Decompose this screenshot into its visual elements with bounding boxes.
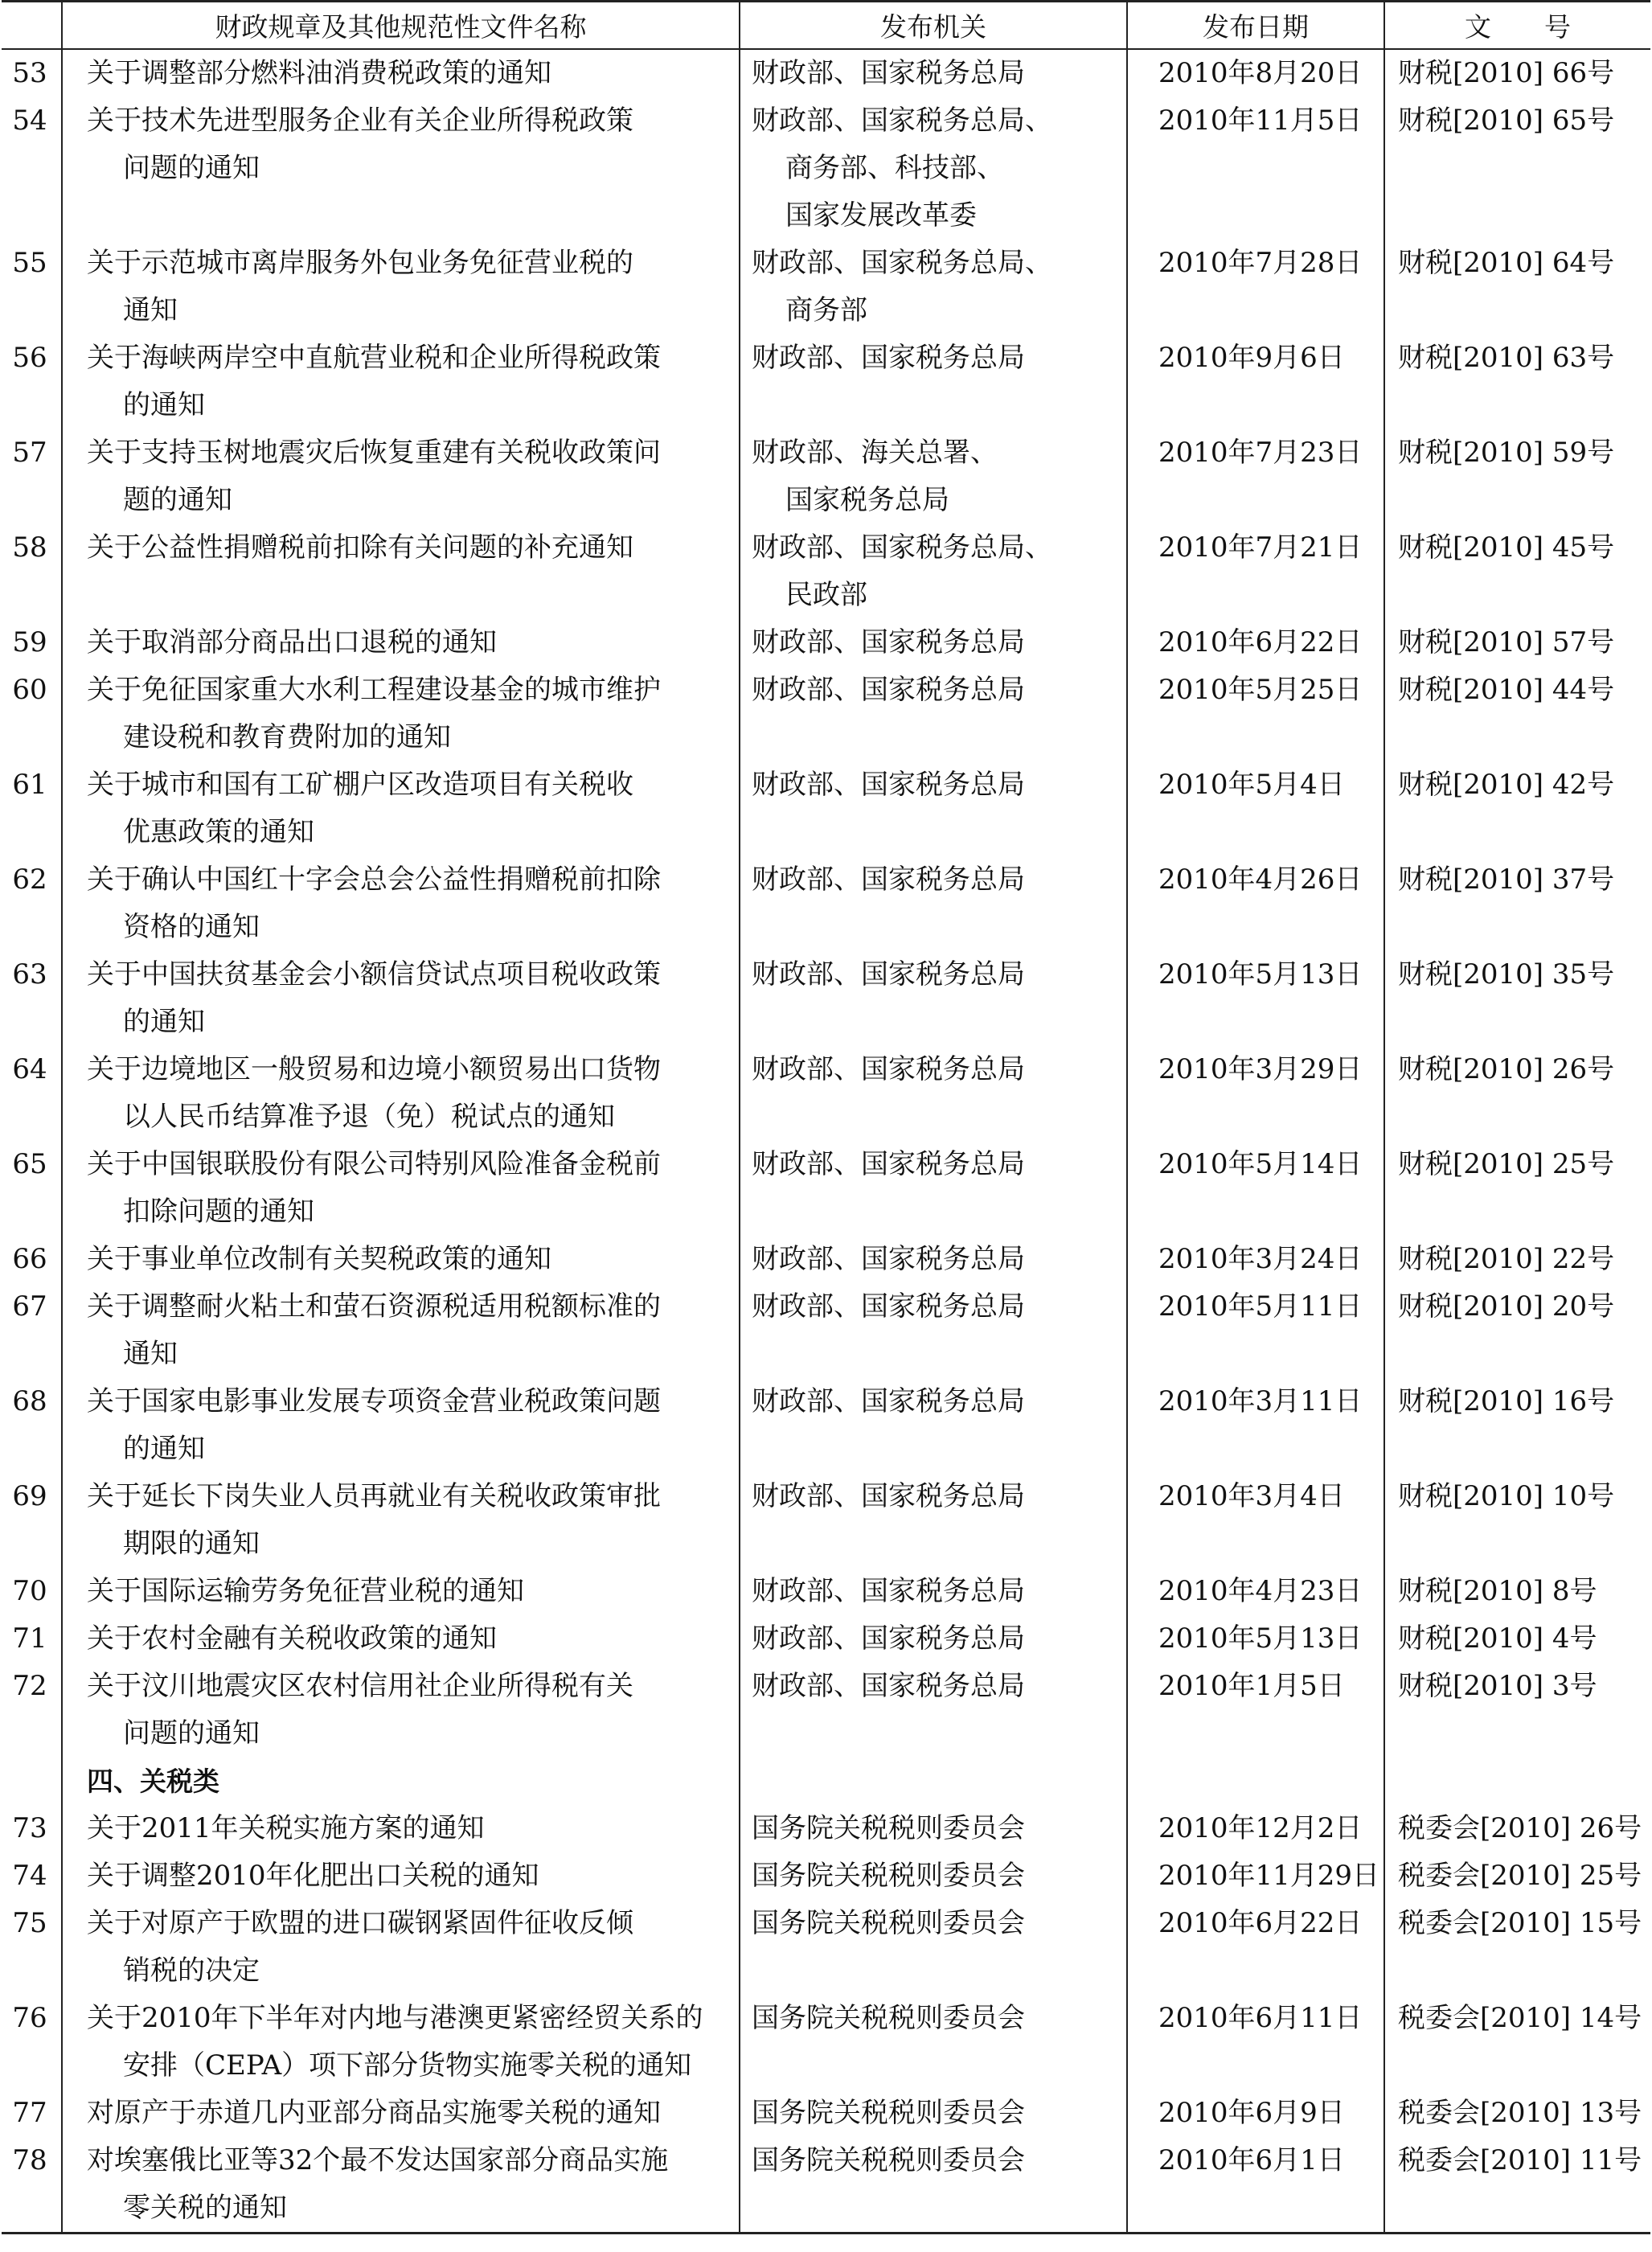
doc-number-cell: 财税[2010] 3号	[1384, 1663, 1650, 1758]
document-name-line: 优惠政策的通知	[123, 815, 314, 848]
row-index: 77	[12, 2096, 47, 2129]
table-row	[2, 1473, 1650, 1568]
table-row	[2, 1283, 1650, 1378]
issuing-authority-line: 财政部、国家税务总局	[752, 626, 1025, 658]
row-index: 76	[12, 2001, 47, 2034]
row-index: 67	[12, 1290, 47, 1323]
release-date-cell: 2010年11月29日	[1127, 1852, 1384, 1900]
table-row	[2, 1141, 1650, 1236]
document-name-cell	[62, 667, 740, 761]
release-date-cell: 2010年8月20日	[1127, 49, 1384, 97]
issuing-authority-line: 财政部、国家税务总局	[752, 341, 1025, 374]
document-name-line: 销税的决定	[123, 1954, 260, 1987]
issuing-authority-line: 财政部、国家税务总局	[752, 673, 1025, 706]
header-doc-number: 文 号	[1384, 2, 1650, 49]
issuing-authority-line: 国务院关税税则委员会	[752, 1811, 1025, 1844]
doc-number-cell: 财税[2010] 35号	[1384, 951, 1650, 1046]
table-row	[2, 856, 1650, 951]
document-name-cell	[62, 1900, 740, 1995]
doc-number-cell: 税委会[2010] 15号	[1384, 1900, 1650, 1995]
document-name-line: 关于支持玉树地震灾后恢复重建有关税收政策问	[87, 436, 661, 469]
issuing-authority-cell	[740, 667, 1127, 761]
document-name-line: 对原产于赤道几内亚部分商品实施零关税的通知	[87, 2096, 661, 2129]
document-name-line: 关于中国扶贫基金会小额信贷试点项目税收政策	[87, 958, 661, 991]
issuing-authority-cell	[740, 2137, 1127, 2234]
doc-number-cell: 税委会[2010] 11号	[1384, 2137, 1650, 2234]
document-name-cell	[62, 49, 740, 97]
document-name-cell	[62, 240, 740, 334]
issuing-authority-cell	[740, 619, 1127, 667]
document-name-line: 关于2011年关税实施方案的通知	[87, 1811, 485, 1844]
row-index: 75	[12, 1906, 47, 1939]
document-name-line: 通知	[123, 1337, 178, 1370]
document-name-cell	[62, 429, 740, 524]
header-date: 发布日期	[1127, 2, 1384, 49]
doc-number-cell: 税委会[2010] 14号	[1384, 1995, 1650, 2090]
release-date-cell: 2010年7月21日	[1127, 524, 1384, 619]
section-heading	[62, 1758, 740, 1805]
issuing-authority-line: 财政部、国家税务总局	[752, 1384, 1025, 1417]
document-name-cell	[62, 1663, 740, 1758]
release-date-cell: 2010年6月11日	[1127, 1995, 1384, 2090]
issuing-authority-line: 财政部、国家税务总局	[752, 56, 1025, 89]
document-name-line: 关于确认中国红十字会总会公益性捐赠税前扣除	[87, 863, 661, 896]
row-index: 55	[12, 246, 47, 279]
doc-number-cell: 财税[2010] 45号	[1384, 524, 1650, 619]
issuing-authority-line: 财政部、国家税务总局	[752, 863, 1025, 896]
release-date-cell: 2010年4月26日	[1127, 856, 1384, 951]
document-name-line: 关于农村金融有关税收政策的通知	[87, 1622, 497, 1655]
issuing-authority-cell	[740, 1805, 1127, 1852]
doc-number-cell: 财税[2010] 66号	[1384, 49, 1650, 97]
issuing-authority-cell	[740, 1378, 1127, 1473]
issuing-authority-line: 国务院关税税则委员会	[752, 2001, 1025, 2034]
doc-number-cell: 财税[2010] 42号	[1384, 761, 1650, 856]
header-index	[2, 2, 62, 49]
issuing-authority-cell	[740, 2090, 1127, 2137]
issuing-authority-line: 国务院关税税则委员会	[752, 2096, 1025, 2129]
issuing-authority-line: 财政部、国家税务总局	[752, 1479, 1025, 1512]
row-index: 63	[12, 958, 47, 991]
issuing-authority-line: 财政部、国家税务总局	[752, 1290, 1025, 1323]
doc-number-cell: 税委会[2010] 26号	[1384, 1805, 1650, 1852]
issuing-authority-cell	[740, 951, 1127, 1046]
section-heading-row	[2, 1758, 1650, 1805]
release-date-cell: 2010年6月22日	[1127, 1900, 1384, 1995]
row-index: 71	[12, 1622, 47, 1655]
document-name-cell	[62, 1046, 740, 1141]
issuing-authority-line: 财政部、海关总署、	[752, 436, 998, 469]
doc-number-cell: 财税[2010] 4号	[1384, 1615, 1650, 1663]
document-name-line: 资格的通知	[123, 910, 260, 943]
table-row	[2, 951, 1650, 1046]
document-name-line: 通知	[123, 293, 178, 326]
release-date-cell: 2010年6月22日	[1127, 619, 1384, 667]
release-date-cell: 2010年7月23日	[1127, 429, 1384, 524]
issuing-authority-cell	[740, 1852, 1127, 1900]
document-name-line: 关于技术先进型服务企业有关企业所得税政策	[87, 104, 633, 137]
document-name-line: 关于延长下岗失业人员再就业有关税收政策审批	[87, 1479, 661, 1512]
issuing-authority-line: 财政部、国家税务总局	[752, 1669, 1025, 1702]
issuing-authority-cell	[740, 1473, 1127, 1568]
issuing-authority-cell	[740, 1568, 1127, 1615]
doc-number-cell: 财税[2010] 57号	[1384, 619, 1650, 667]
issuing-authority-cell	[740, 761, 1127, 856]
issuing-authority-cell	[740, 1615, 1127, 1663]
row-index: 58	[12, 531, 47, 564]
issuing-authority-cell	[740, 1236, 1127, 1283]
document-name-line: 的通知	[123, 1432, 205, 1465]
document-name-line: 关于调整2010年化肥出口关税的通知	[87, 1859, 539, 1892]
doc-number-cell: 财税[2010] 44号	[1384, 667, 1650, 761]
org-cell	[740, 1758, 1127, 1805]
issuing-authority-cell	[740, 334, 1127, 429]
table-row	[2, 619, 1650, 667]
table-row	[2, 1852, 1650, 1900]
row-index: 53	[12, 56, 47, 89]
doc-number-cell: 财税[2010] 16号	[1384, 1378, 1650, 1473]
release-date-cell: 2010年9月6日	[1127, 334, 1384, 429]
release-date-cell: 2010年5月13日	[1127, 1615, 1384, 1663]
section-heading-text: 四、关税类	[87, 1765, 219, 1797]
doc-number-cell: 财税[2010] 59号	[1384, 429, 1650, 524]
document-name-line: 关于边境地区一般贸易和边境小额贸易出口货物	[87, 1052, 661, 1085]
table-row	[2, 49, 1650, 97]
date-cell	[1127, 1758, 1384, 1805]
document-name-cell	[62, 761, 740, 856]
document-name-line: 关于事业单位改制有关契税政策的通知	[87, 1242, 551, 1275]
release-date-cell: 2010年11月5日	[1127, 97, 1384, 240]
row-index: 59	[12, 626, 47, 658]
issuing-authority-cell	[740, 49, 1127, 97]
table-row	[2, 761, 1650, 856]
row-index: 70	[12, 1574, 47, 1607]
doc-number-cell: 财税[2010] 8号	[1384, 1568, 1650, 1615]
issuing-authority-line: 商务部	[785, 293, 867, 326]
table-row	[2, 429, 1650, 524]
release-date-cell: 2010年12月2日	[1127, 1805, 1384, 1852]
issuing-authority-cell	[740, 1141, 1127, 1236]
document-name-line: 建设税和教育费附加的通知	[123, 720, 451, 753]
issuing-authority-line: 国务院关税税则委员会	[752, 1859, 1025, 1892]
document-name-line: 关于海峡两岸空中直航营业税和企业所得税政策	[87, 341, 661, 374]
release-date-cell: 2010年6月9日	[1127, 2090, 1384, 2137]
doc-number-cell: 财税[2010] 26号	[1384, 1046, 1650, 1141]
issuing-authority-line: 财政部、国家税务总局	[752, 1147, 1025, 1180]
issuing-authority-cell	[740, 97, 1127, 240]
doc-number-cell: 财税[2010] 22号	[1384, 1236, 1650, 1283]
document-name-cell	[62, 2090, 740, 2137]
issuing-authority-line: 财政部、国家税务总局	[752, 1574, 1025, 1607]
row-index: 60	[12, 673, 47, 706]
table-row	[2, 1805, 1650, 1852]
row-index: 68	[12, 1384, 47, 1417]
document-name-line: 关于调整部分燃料油消费税政策的通知	[87, 56, 551, 89]
document-name-line: 期限的通知	[123, 1527, 260, 1560]
issuing-authority-line: 财政部、国家税务总局、	[752, 104, 1052, 137]
row-index: 74	[12, 1859, 47, 1892]
doc-number-cell: 财税[2010] 10号	[1384, 1473, 1650, 1568]
table-row	[2, 2137, 1650, 2234]
table-row	[2, 240, 1650, 334]
issuing-authority-cell	[740, 524, 1127, 619]
table-row	[2, 97, 1650, 240]
issuing-authority-line: 财政部、国家税务总局	[752, 1622, 1025, 1655]
table-row	[2, 524, 1650, 619]
issuing-authority-line: 财政部、国家税务总局、	[752, 531, 1052, 564]
document-name-cell	[62, 1283, 740, 1378]
doc-number-cell: 财税[2010] 37号	[1384, 856, 1650, 951]
document-name-line: 关于中国银联股份有限公司特别风险准备金税前	[87, 1147, 661, 1180]
row-index: 54	[12, 104, 47, 137]
issuing-authority-line: 国家发展改革委	[785, 199, 977, 232]
row-index: 61	[12, 768, 47, 801]
row-index: 73	[12, 1811, 47, 1844]
row-index: 62	[12, 863, 47, 896]
issuing-authority-line: 民政部	[785, 578, 867, 611]
document-name-cell	[62, 1615, 740, 1663]
table-row	[2, 2090, 1650, 2137]
regulations-table	[2, 0, 1650, 2234]
document-name-cell	[62, 1141, 740, 1236]
issuing-authority-line: 财政部、国家税务总局	[752, 958, 1025, 991]
issuing-authority-line: 财政部、国家税务总局	[752, 768, 1025, 801]
document-name-cell	[62, 524, 740, 619]
document-name-cell	[62, 1473, 740, 1568]
issuing-authority-line: 财政部、国家税务总局	[752, 1242, 1025, 1275]
document-name-line: 以人民币结算准予退（免）税试点的通知	[123, 1100, 615, 1133]
issuing-authority-line: 财政部、国家税务总局、	[752, 246, 1052, 279]
document-name-cell	[62, 1852, 740, 1900]
row-index: 56	[12, 341, 47, 374]
doc-number-cell: 税委会[2010] 25号	[1384, 1852, 1650, 1900]
table-row	[2, 667, 1650, 761]
release-date-cell: 2010年1月5日	[1127, 1663, 1384, 1758]
document-name-cell	[62, 1378, 740, 1473]
release-date-cell: 2010年4月23日	[1127, 1568, 1384, 1615]
header-org: 发布机关	[740, 2, 1127, 49]
document-name-line: 关于2010年下半年对内地与港澳更紧密经贸关系的	[87, 2001, 703, 2034]
table-row	[2, 1615, 1650, 1663]
document-name-cell	[62, 1995, 740, 2090]
issuing-authority-cell	[740, 856, 1127, 951]
release-date-cell: 2010年5月13日	[1127, 951, 1384, 1046]
table-row	[2, 1046, 1650, 1141]
document-name-line: 的通知	[123, 1005, 205, 1038]
row-index: 72	[12, 1669, 47, 1702]
table-row	[2, 1236, 1650, 1283]
row-index: 65	[12, 1147, 47, 1180]
document-name-line: 扣除问题的通知	[123, 1195, 314, 1228]
release-date-cell: 2010年6月1日	[1127, 2137, 1384, 2234]
release-date-cell: 2010年5月14日	[1127, 1141, 1384, 1236]
document-name-line: 关于示范城市离岸服务外包业务免征营业税的	[87, 246, 633, 279]
document-name-cell	[62, 97, 740, 240]
release-date-cell: 2010年5月11日	[1127, 1283, 1384, 1378]
row-index: 69	[12, 1479, 47, 1512]
table-row	[2, 1568, 1650, 1615]
document-name-line: 对埃塞俄比亚等32个最不发达国家部分商品实施	[87, 2143, 669, 2176]
row-index: 66	[12, 1242, 47, 1275]
release-date-cell: 2010年7月28日	[1127, 240, 1384, 334]
document-name-cell	[62, 2137, 740, 2234]
document-name-line: 题的通知	[123, 483, 232, 516]
table-row	[2, 1663, 1650, 1758]
issuing-authority-cell	[740, 1663, 1127, 1758]
section-index-cell	[2, 1758, 62, 1805]
table-row	[2, 1900, 1650, 1995]
doc-number-cell: 税委会[2010] 13号	[1384, 2090, 1650, 2137]
table-row	[2, 334, 1650, 429]
doc-number-cell: 财税[2010] 25号	[1384, 1141, 1650, 1236]
doc-number-cell	[1384, 1758, 1650, 1805]
document-name-cell	[62, 1568, 740, 1615]
issuing-authority-cell	[740, 429, 1127, 524]
document-name-line: 零关税的通知	[123, 2191, 287, 2224]
document-name-line: 问题的通知	[123, 1717, 260, 1750]
row-index: 78	[2, 2137, 62, 2234]
doc-number-cell: 财税[2010] 20号	[1384, 1283, 1650, 1378]
document-name-line: 安排（CEPA）项下部分货物实施零关税的通知	[123, 2049, 692, 2082]
doc-number-cell: 财税[2010] 64号	[1384, 240, 1650, 334]
document-name-line: 关于取消部分商品出口退税的通知	[87, 626, 497, 658]
issuing-authority-cell	[740, 1283, 1127, 1378]
issuing-authority-cell	[740, 1995, 1127, 2090]
document-name-line: 关于免征国家重大水利工程建设基金的城市维护	[87, 673, 661, 706]
doc-number-cell: 财税[2010] 65号	[1384, 97, 1650, 240]
row-index: 64	[12, 1052, 47, 1085]
release-date-cell: 2010年5月4日	[1127, 761, 1384, 856]
document-name-cell	[62, 334, 740, 429]
table-body	[2, 49, 1650, 2234]
issuing-authority-cell	[740, 1046, 1127, 1141]
document-name-line: 关于公益性捐赠税前扣除有关问题的补充通知	[87, 531, 633, 564]
row-index: 57	[12, 436, 47, 469]
document-name-cell	[62, 951, 740, 1046]
document-name-line: 的通知	[123, 388, 205, 421]
document-name-line: 关于汶川地震灾区农村信用社企业所得税有关	[87, 1669, 633, 1702]
issuing-authority-line: 国务院关税税则委员会	[752, 1906, 1025, 1939]
document-name-cell	[62, 1236, 740, 1283]
document-name-line: 关于国际运输劳务免征营业税的通知	[87, 1574, 524, 1607]
issuing-authority-cell	[740, 240, 1127, 334]
issuing-authority-line: 国家税务总局	[785, 483, 949, 516]
issuing-authority-cell	[740, 1900, 1127, 1995]
document-name-line: 关于对原产于欧盟的进口碳钢紧固件征收反倾	[87, 1906, 633, 1939]
header-name: 财政规章及其他规范性文件名称	[62, 2, 740, 49]
document-name-line: 问题的通知	[123, 151, 260, 184]
release-date-cell: 2010年3月4日	[1127, 1473, 1384, 1568]
issuing-authority-line: 商务部、科技部、	[785, 151, 1004, 184]
release-date-cell: 2010年3月24日	[1127, 1236, 1384, 1283]
release-date-cell: 2010年3月11日	[1127, 1378, 1384, 1473]
document-name-line: 关于调整耐火粘土和萤石资源税适用税额标准的	[87, 1290, 661, 1323]
document-name-line: 关于国家电影事业发展专项资金营业税政策问题	[87, 1384, 661, 1417]
table-row	[2, 1995, 1650, 2090]
doc-number-cell: 财税[2010] 63号	[1384, 334, 1650, 429]
table-row	[2, 1378, 1650, 1473]
release-date-cell: 2010年3月29日	[1127, 1046, 1384, 1141]
table-header-row	[2, 2, 1650, 49]
release-date-cell: 2010年5月25日	[1127, 667, 1384, 761]
document-name-cell	[62, 1805, 740, 1852]
issuing-authority-line: 财政部、国家税务总局	[752, 1052, 1025, 1085]
document-name-cell	[62, 856, 740, 951]
document-name-line: 关于城市和国有工矿棚户区改造项目有关税收	[87, 768, 633, 801]
issuing-authority-line: 国务院关税税则委员会	[752, 2143, 1025, 2176]
document-name-cell	[62, 619, 740, 667]
